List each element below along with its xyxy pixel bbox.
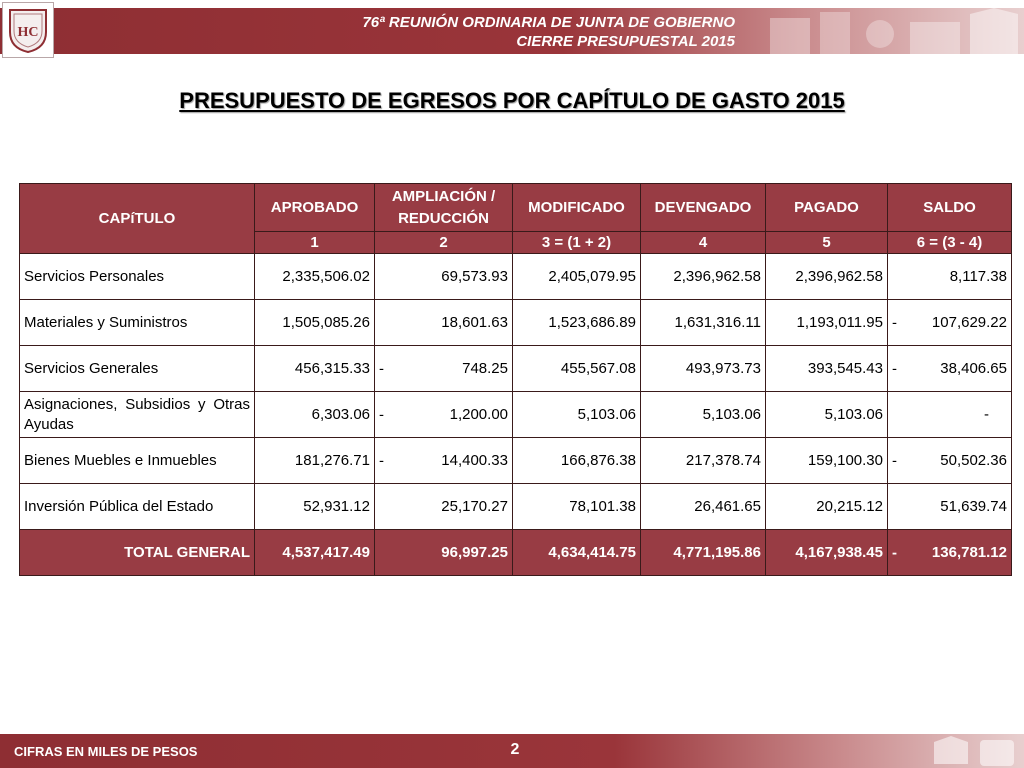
row-devengado: 2,396,962.58 [641, 254, 766, 300]
col-header-ampliacion: AMPLIACIÓN / REDUCCIÓN [375, 184, 513, 232]
row-pagado: 159,100.30 [766, 438, 888, 484]
row-aprobado: 456,315.33 [255, 346, 375, 392]
row-modificado: 2,405,079.95 [513, 254, 641, 300]
col-number-1: 1 [255, 232, 375, 254]
footer-logos [928, 736, 1020, 768]
row-capitulo: Inversión Pública del Estado [20, 484, 255, 530]
row-aprobado: 6,303.06 [255, 392, 375, 438]
row-ampliacion [375, 346, 513, 392]
row-pagado: 20,215.12 [766, 484, 888, 530]
col-header-pagado: PAGADO [766, 184, 888, 232]
page-title: PRESUPUESTO DE EGRESOS POR CAPÍTULO DE GASTO 2015 [179, 88, 845, 113]
ampliacion-sign: - [379, 452, 384, 469]
table-row [20, 392, 1012, 438]
col-header-devengado: DEVENGADO [641, 184, 766, 232]
row-modificado: 78,101.38 [513, 484, 641, 530]
table-row [20, 438, 1012, 484]
total-devengado: 4,771,195.86 [641, 530, 766, 576]
row-saldo [888, 438, 1012, 484]
col-number-3: 3 = (1 + 2) [513, 232, 641, 254]
row-aprobado: 181,276.71 [255, 438, 375, 484]
row-saldo [888, 392, 1012, 438]
saldo-value: 8,117.38 [949, 268, 1007, 285]
row-devengado: 217,378.74 [641, 438, 766, 484]
header-line-2: CIERRE PRESUPUESTAL 2015 [516, 33, 735, 50]
col-number-2: 2 [375, 232, 513, 254]
footer-note: CIFRAS EN MILES DE PESOS [14, 744, 198, 759]
table-row [20, 484, 1012, 530]
row-devengado: 26,461.65 [641, 484, 766, 530]
saldo-value: 51,639.74 [940, 498, 1007, 515]
svg-text:HC: HC [17, 25, 39, 40]
row-modificado: 1,523,686.89 [513, 300, 641, 346]
row-modificado: 166,876.38 [513, 438, 641, 484]
saldo-sign: - [892, 314, 897, 331]
row-aprobado: 1,505,085.26 [255, 300, 375, 346]
row-ampliacion [375, 300, 513, 346]
col-number-4: 4 [641, 232, 766, 254]
total-aprobado: 4,537,417.49 [255, 530, 375, 576]
row-ampliacion [375, 254, 513, 300]
table-row [20, 254, 1012, 300]
col-header-modificado: MODIFICADO [513, 184, 641, 232]
ampliacion-value: 25,170.27 [441, 498, 508, 515]
col-header-capitulo: CAPíTULO [20, 184, 255, 254]
row-modificado: 455,567.08 [513, 346, 641, 392]
row-aprobado: 2,335,506.02 [255, 254, 375, 300]
row-capitulo: Asignaciones, Subsidios y Otras Ayudas [20, 392, 255, 438]
table-row [20, 346, 1012, 392]
row-capitulo: Servicios Personales [20, 254, 255, 300]
row-pagado: 1,193,011.95 [766, 300, 888, 346]
ampliacion-value: 14,400.33 [441, 452, 508, 469]
row-pagado: 2,396,962.58 [766, 254, 888, 300]
saldo-value: 50,502.36 [940, 452, 1007, 469]
row-saldo [888, 300, 1012, 346]
header-line-1: 76ª REUNIÓN ORDINARIA DE JUNTA DE GOBIERNO [362, 14, 735, 31]
total-pagado: 4,167,938.45 [766, 530, 888, 576]
row-devengado: 1,631,316.11 [641, 300, 766, 346]
ampliacion-value: 69,573.93 [441, 268, 508, 285]
saldo-sign: - [892, 360, 897, 377]
total-row [20, 530, 1012, 576]
total-ampliacion: 96,997.25 [375, 530, 513, 576]
saldo-sign: - [892, 544, 897, 561]
header-title [200, 13, 735, 51]
header-row [20, 184, 1012, 232]
row-capitulo: Materiales y Suministros [20, 300, 255, 346]
header-decorative-image [760, 8, 1024, 54]
institution-logo [2, 2, 54, 58]
saldo-value: 136,781.12 [931, 544, 1007, 561]
ampliacion-value: 748.25 [462, 360, 508, 377]
page-number: 2 [510, 741, 520, 758]
row-aprobado: 52,931.12 [255, 484, 375, 530]
ampliacion-sign: - [379, 406, 384, 423]
row-modificado: 5,103.06 [513, 392, 641, 438]
col-number-6: 6 = (3 - 4) [888, 232, 1012, 254]
row-devengado: 493,973.73 [641, 346, 766, 392]
row-saldo [888, 484, 1012, 530]
row-ampliacion [375, 484, 513, 530]
ampliacion-value: 1,200.00 [449, 406, 508, 423]
saldo-value: 107,629.22 [931, 314, 1007, 331]
row-saldo [888, 346, 1012, 392]
row-ampliacion [375, 392, 513, 438]
table-row [20, 300, 1012, 346]
row-pagado: 393,545.43 [766, 346, 888, 392]
row-capitulo: Bienes Muebles e Inmuebles [20, 438, 255, 484]
saldo-value: - [984, 406, 989, 423]
row-pagado: 5,103.06 [766, 392, 888, 438]
saldo-value: 38,406.65 [940, 360, 1007, 377]
ampliacion-sign: - [379, 360, 384, 377]
total-label: TOTAL GENERAL [20, 530, 255, 576]
saldo-sign: - [892, 452, 897, 469]
budget-table [19, 183, 1012, 576]
total-modificado: 4,634,414.75 [513, 530, 641, 576]
row-saldo [888, 254, 1012, 300]
row-devengado: 5,103.06 [641, 392, 766, 438]
row-capitulo: Servicios Generales [20, 346, 255, 392]
ampliacion-value: 18,601.63 [441, 314, 508, 331]
col-header-saldo: SALDO [888, 184, 1012, 232]
total-saldo [888, 530, 1012, 576]
row-ampliacion [375, 438, 513, 484]
col-header-aprobado: APROBADO [255, 184, 375, 232]
col-number-5: 5 [766, 232, 888, 254]
